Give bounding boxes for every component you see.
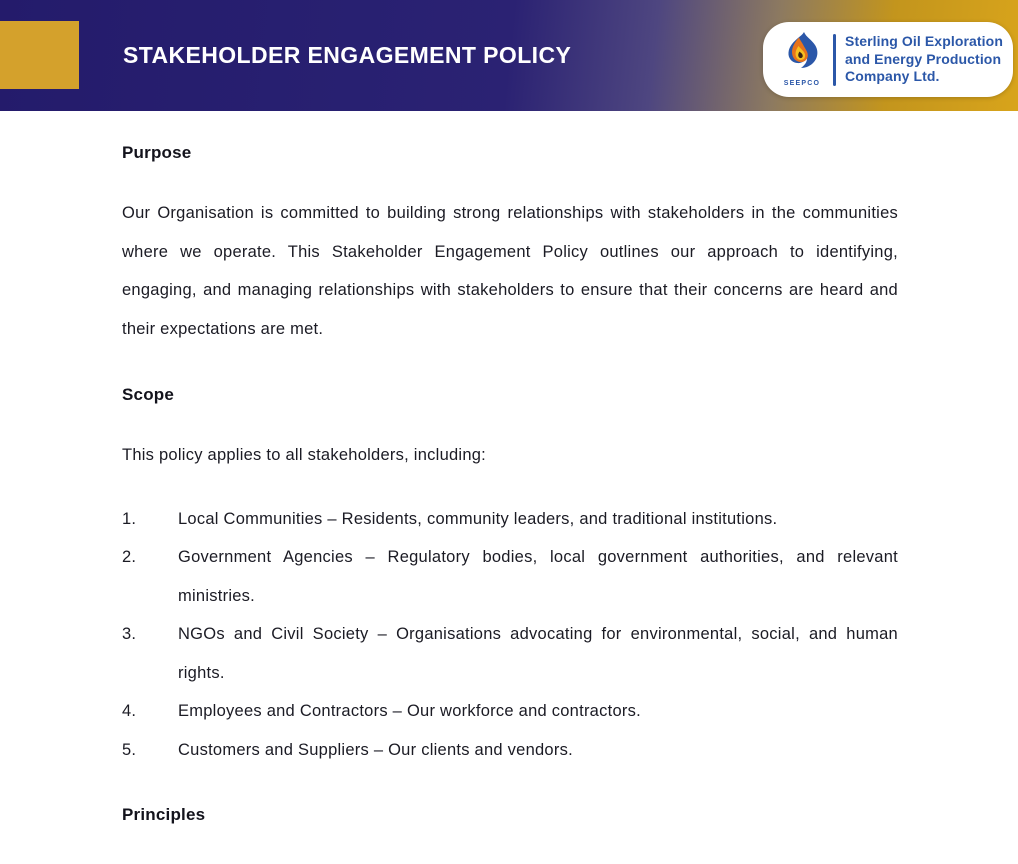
list-item-number: 4. (122, 702, 137, 720)
list-item (122, 500, 898, 539)
page-title: STAKEHOLDER ENGAGEMENT POLICY (123, 42, 572, 68)
purpose-heading: Purpose (122, 143, 192, 162)
header-banner (0, 0, 1018, 111)
list-item-text: NGOs and Civil Society – Organisations advocating for environmental, social, and human rights. (178, 625, 898, 682)
list-item-number: 5. (122, 740, 137, 759)
list-item-text: Employees and Contractors – Our workforce and contractors. (178, 702, 641, 720)
list-item-number: 3. (122, 625, 137, 643)
stakeholder-list (122, 500, 898, 770)
logo-divider (833, 34, 836, 86)
list-item-text: Government Agencies – Regulatory bodies, local government authorities, and relevant ministries. (178, 548, 898, 605)
list-item (122, 692, 898, 731)
principles-heading: Principles (122, 805, 206, 824)
company-name-line-1: Sterling Oil Exploration (845, 33, 1003, 50)
list-item (122, 731, 898, 770)
list-item-text: Local Communities – Residents, community leaders, and traditional institutions. (178, 509, 778, 528)
purpose-paragraph: Our Organisation is committed to building strong relationships with stakeholders in the communities where we operate. This Stakeholder Engagement Policy outlines our approach to identifying, engaging, and managing relationships with stakeholders to ensure that their concerns are heard and their expectations are met. (122, 204, 898, 338)
list-item-text: Customers and Suppliers – Our clients and vendors. (178, 740, 573, 759)
list-item-number: 1. (122, 509, 137, 528)
logo-mark (779, 32, 825, 87)
logo-acronym: SEEPCO (783, 80, 821, 87)
company-name-line-2: and Energy Production (845, 50, 1002, 67)
scope-intro: This policy applies to all stakeholders, including: (122, 446, 487, 464)
seepco-flame-icon (784, 32, 820, 79)
company-name (845, 33, 1003, 86)
scope-heading: Scope (122, 385, 175, 404)
document-body (0, 111, 1018, 825)
gold-accent-block (0, 21, 79, 89)
list-item (122, 615, 898, 692)
company-name-line-3: Company Ltd. (845, 68, 940, 85)
company-logo-card (763, 22, 1013, 97)
list-item-number: 2. (122, 548, 137, 566)
list-item (122, 538, 898, 615)
